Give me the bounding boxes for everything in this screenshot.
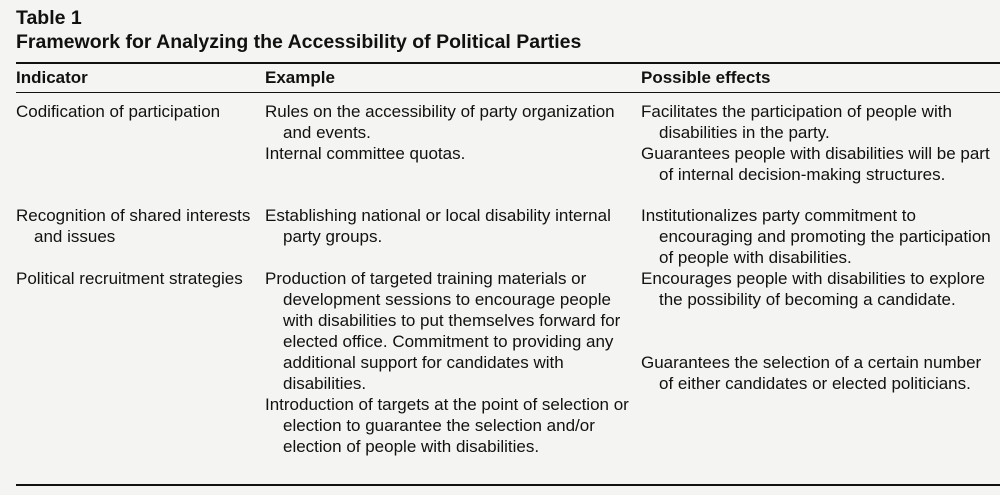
example-text: Establishing national or local disability internal party groups. — [265, 206, 611, 246]
header-example: Example — [265, 68, 335, 87]
top-rule — [16, 62, 1000, 64]
indicator-text: Political recruitment strategies — [16, 269, 243, 288]
header-indicator: Indicator — [16, 68, 88, 87]
effect-text: Facilitates the participation of people with disabilities in the party. — [641, 102, 952, 142]
table-row-1-example — [265, 101, 630, 164]
table-title: Framework for Analyzing the Accessibility of Political Parties — [16, 31, 582, 53]
effect-text: Guarantees people with disabilities will be part of internal decision-making structures. — [641, 144, 990, 184]
table-caption — [16, 6, 581, 54]
effect-text: Encourages people with disabilities to explore the possibility of becoming a candidate. — [641, 269, 985, 309]
effect-text: Institutionalizes party commitment to encouraging and promoting the participation of people with disabilities. — [641, 206, 991, 267]
table-row-1-indicator — [16, 101, 256, 122]
table-row-3-indicator — [16, 268, 256, 289]
example-text: Rules on the accessibility of party organization and events. — [265, 102, 615, 142]
header-rule — [16, 92, 1000, 93]
table-row-3-example — [265, 268, 630, 457]
effect-text: Guarantees the selection of a certain number of either candidates or elected politicians. — [641, 353, 982, 393]
bottom-rule — [16, 484, 1000, 486]
header-possible-effects: Possible effects — [641, 68, 771, 87]
example-text: Introduction of targets at the point of selection or election to guarantee the selection and/or election of people with disabilities. — [265, 395, 629, 456]
table-row-3-effects — [641, 268, 996, 394]
example-text: Internal committee quotas. — [265, 144, 466, 163]
indicator-text: Recognition of shared interests and issues — [16, 206, 251, 246]
indicator-text: Codification of participation — [16, 102, 221, 121]
example-text: Production of targeted training materials or development sessions to encourage people with disabilities to put themselves forward for elected office. Commitment to providing any additional support for candidates with disabilities. — [265, 269, 621, 393]
table-row-2-indicator — [16, 205, 256, 247]
table-row-1-effects — [641, 101, 996, 185]
table-row-2-example — [265, 205, 630, 247]
table-label: Table 1 — [16, 7, 82, 29]
table-row-2-effects — [641, 205, 996, 268]
